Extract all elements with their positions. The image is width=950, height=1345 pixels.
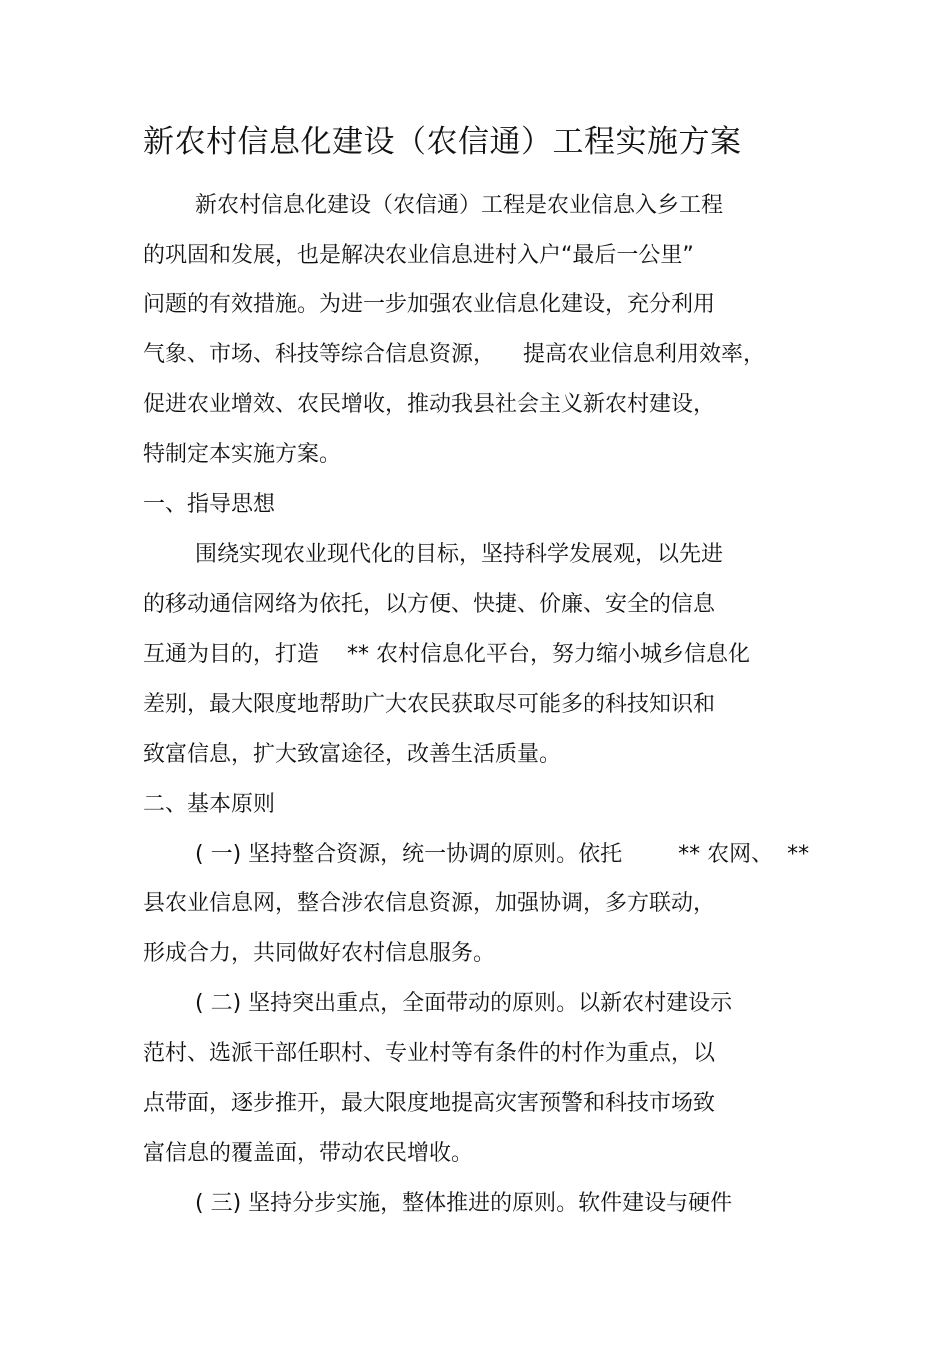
paragraph-line: 促进农业增效、农民增收，推动我县社会主义新农村建设， <box>143 392 716 417</box>
paragraph-line: 的巩固和发展，也是解决农业信息进村入户“最后一公里” <box>143 243 694 268</box>
paragraph-line: 问题的有效措施。为进一步加强农业信息化建设，充分利用 <box>143 292 716 317</box>
paragraph-line: 气象、市场、科技等综合信息资源， 提高农业信息利用效率， <box>143 342 765 367</box>
paragraph-line: 的移动通信网络为依托，以方便、快捷、价廉、安全的信息 <box>143 592 716 617</box>
paragraph-line: 点带面，逐步推开，最大限度地提高灾害预警和科技市场致 <box>143 1091 716 1116</box>
paragraph-line: 县农业信息网，整合涉农信息资源，加强协调，多方联动， <box>143 891 716 916</box>
section-heading: 二、基本原则 <box>143 792 276 817</box>
paragraph-line: ( 三) 坚持分步实施，整体推进的原则。软件建设与硬件 <box>195 1191 733 1216</box>
paragraph-line: 富信息的覆盖面，带动农民增收。 <box>143 1141 474 1166</box>
paragraph-line: 形成合力，共同做好农村信息服务。 <box>143 941 496 966</box>
paragraph-line: 新农村信息化建设（农信通）工程是农业信息入乡工程 <box>195 193 724 218</box>
paragraph-line: 致富信息，扩大致富途径，改善生活质量。 <box>143 742 562 767</box>
paragraph-line: ( 一) 坚持整合资源，统一协调的原则。依托 ** 农网、 ** <box>195 842 810 867</box>
paragraph-line: 差别，最大限度地帮助广大农民获取尽可能多的科技知识和 <box>143 692 716 717</box>
section-heading: 一、指导思想 <box>143 492 276 517</box>
paragraph-line: 互通为目的，打造 ** 农村信息化平台，努力缩小城乡信息化 <box>143 642 750 667</box>
document-title: 新农村信息化建设（农信通）工程实施方案 <box>143 124 742 160</box>
paragraph-line: ( 二) 坚持突出重点，全面带动的原则。以新农村建设示 <box>195 991 733 1016</box>
paragraph-line: 围绕实现农业现代化的目标，坚持科学发展观，以先进 <box>195 542 724 567</box>
paragraph-line: 范村、选派干部任职村、专业村等有条件的村作为重点，以 <box>143 1041 716 1066</box>
paragraph-line: 特制定本实施方案。 <box>143 442 342 467</box>
